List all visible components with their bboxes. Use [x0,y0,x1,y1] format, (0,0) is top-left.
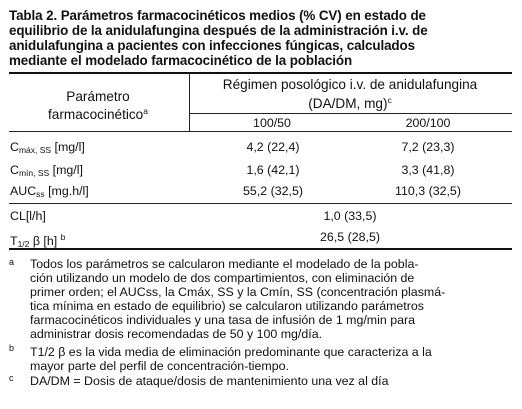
title-line: anidulafungina a pacientes con infecciones fúngicas, calculados [9,38,415,53]
row-label-cmin [10,163,83,180]
param-symbol: C [10,163,19,177]
cell-cl: 1,0 (33,5) [323,209,377,223]
param-symbol: T [10,234,18,248]
title-line: mediante el modelado farmacocinético de la población [9,53,353,68]
cell-cmin-100: 1,6 (42,1) [246,163,300,177]
footnote-line: tica mínima en estado de equilibrio) se calcularon utilizando parámetros [30,299,424,313]
regimen-header-line2: (DA/DM, mg) [308,96,388,111]
footnote-c [0,371,522,391]
table-top-rule [9,72,512,74]
footnote-marker: c [9,373,14,383]
footnote-b [0,341,522,371]
param-symbol: C [10,140,19,154]
footnote-line: ción utilizando un modelo de dos compartimientos, con eliminación de [30,271,415,285]
param-header [66,90,129,104]
dose-column-2: 200/100 [405,116,451,130]
param-symbol: AUC [10,184,37,198]
footnote-mark: a [143,106,148,116]
param-unit: [mg.h/l] [44,184,89,198]
param-unit: [mg/l] [51,140,85,154]
param-subscript: ss [36,189,45,199]
cell-cmax-100: 4,2 (22,4) [246,140,300,154]
footnote-line: farmacocinéticos individuales y una tasa de infusión de 1 mg/min para [30,313,416,327]
param-header-line2: farmacocinético [48,107,144,122]
footnote-line: T1/2 β es la vida media de eliminación predominante que caracteriza a la [30,345,432,359]
cell-auc-200: 110,3 (32,5) [395,184,461,198]
param-subscript: mín, SS [18,168,50,178]
footnote-mark: b [60,232,66,242]
cell-auc-100: 55,2 (32,5) [243,184,303,198]
header-column-divider [189,73,190,131]
regimen-header [223,78,477,92]
rows-divider-rule [9,203,512,204]
footnote-mark: c [387,95,392,105]
footnote-line: Todos los parámetros se calcularon mediante el modelado de la pobla- [30,257,419,271]
cell-cmax-200: 7,2 (23,3) [401,140,455,154]
param-subscript: máx, SS [18,145,52,155]
row-label-cmax [10,140,85,157]
param-unit: [mg/l] [49,163,83,177]
title-line: Tabla 2. Parámetros farmacocinéticos medios (% CV) en estado de [9,8,426,23]
footnote-marker: b [9,343,15,353]
table-title [9,8,515,68]
footnote-line: primer orden; el AUCss, la Cmáx, SS y la Cmín, SS (concentración plasmá- [30,285,446,299]
footnote-text [30,257,512,341]
regimen-header-2 [308,93,392,111]
footnote-text [30,345,512,373]
row-label-t-half [10,230,65,251]
footnote-line: administrar dosis recomendadas de 50 y 100 mg/día. [30,327,323,341]
param-unit: β [h] [29,234,58,248]
regimen-header-rule [189,113,512,114]
footnote-line: DA/DM = Dosis de ataque/dosis de mantenimiento una vez al día [30,374,389,388]
footnote-marker: a [9,257,15,267]
dose-column-1: 100/50 [253,116,291,130]
regimen-header-line1: Régimen posológico i.v. de anidulafungina [222,77,478,92]
table-bottom-rule [9,248,512,250]
row-label-auc [10,184,89,201]
param-header-line1: Parámetro [66,89,130,104]
header-bottom-rule [9,131,512,132]
title-line: equilibrio de la anidulafungina después de la administración i.v. de [9,23,428,38]
cell-t-half: 26,5 (28,5) [320,230,380,244]
footnote-line: mayor parte del perfil de concentración-tiempo. [30,359,289,373]
param-header-2 [48,104,148,122]
param-subscript: 1/2 [17,239,30,249]
row-label-cl: CL[l/h] [10,209,46,223]
cell-cmin-200: 3,3 (41,8) [401,163,455,177]
footnote-a [0,255,522,345]
footnote-text [30,374,512,388]
